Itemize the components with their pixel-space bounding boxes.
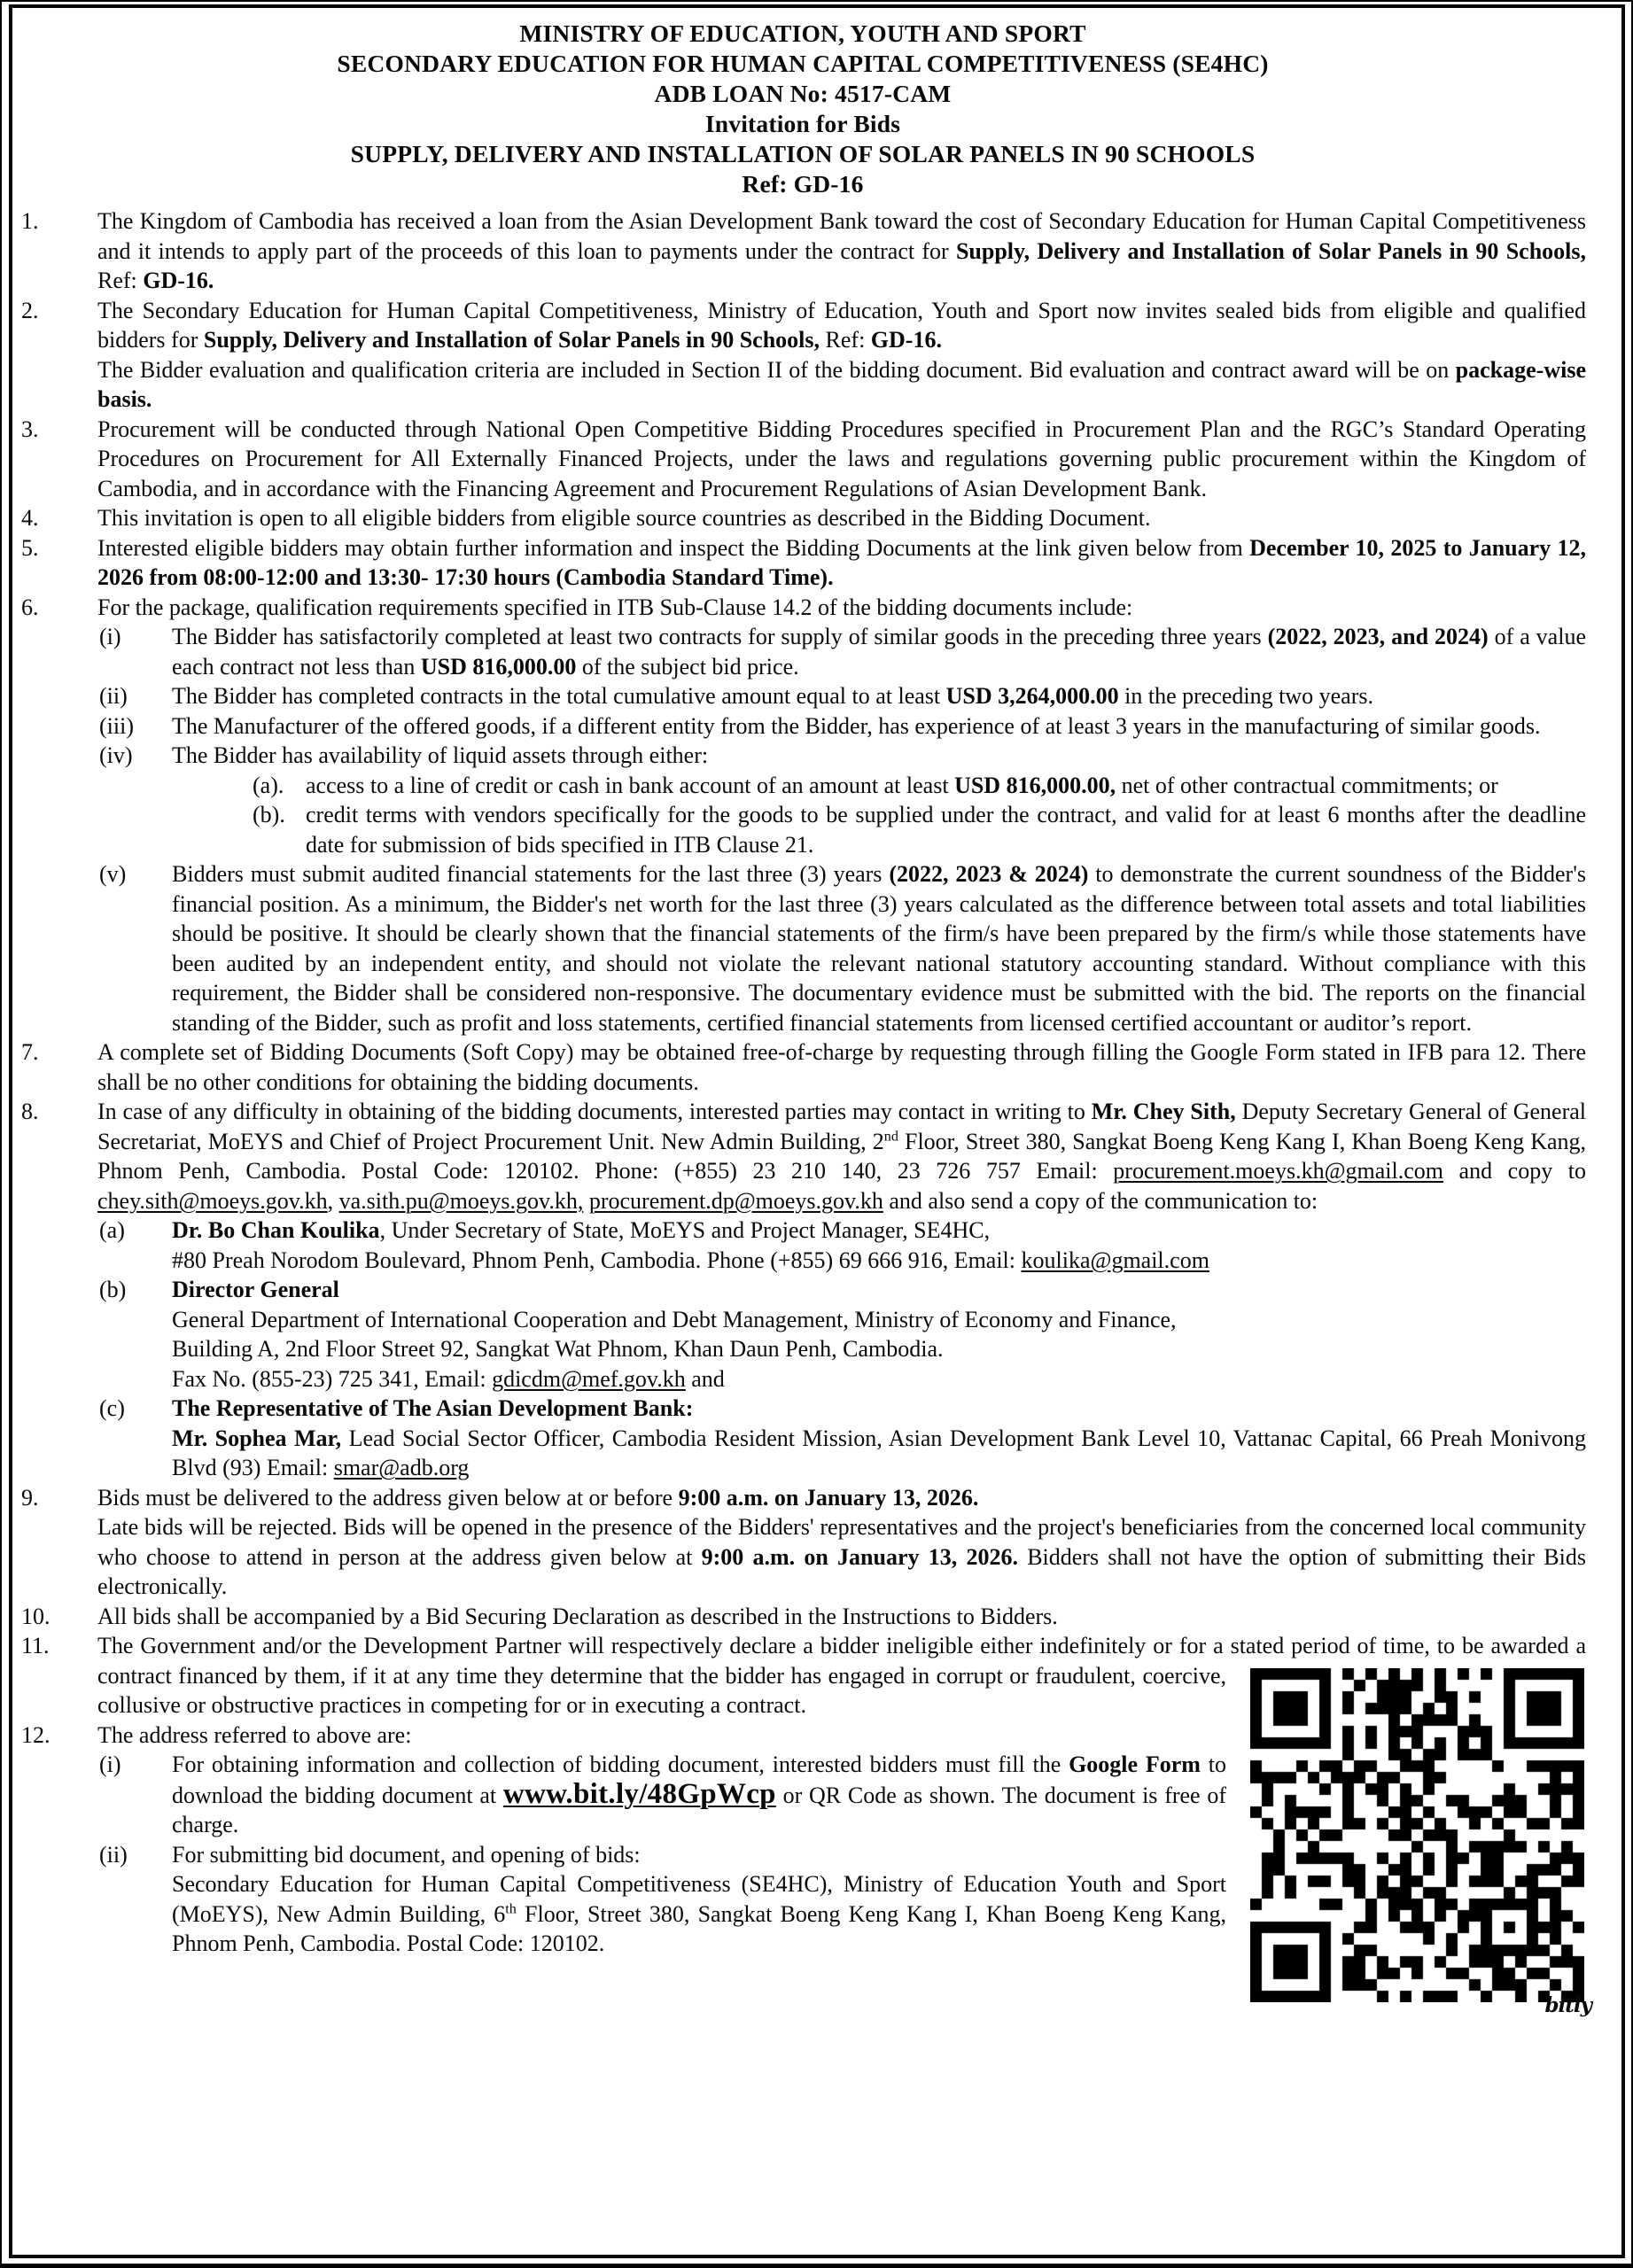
- list-item-iii: [97, 711, 1586, 742]
- bold-text: GD-16.: [143, 268, 214, 293]
- item-marker: (i): [99, 624, 121, 649]
- item-marker: 10.: [21, 1603, 51, 1629]
- paragraph: [172, 1305, 1586, 1335]
- bold-text: Dr. Bo Chan Koulika: [172, 1217, 380, 1243]
- text-segment: In case of any difficulty in obtaining of the bidding documents, interested parties may contact in writing to: [97, 1099, 1092, 1124]
- item-marker: 5.: [21, 534, 39, 561]
- text-segment: The Bidder has completed contracts in the total cumulative amount equal to at least: [172, 683, 946, 709]
- text-segment: Ref:: [97, 268, 144, 293]
- text-segment: of the subject bid price.: [576, 653, 799, 680]
- bold-text: USD 816,000.00,: [954, 772, 1116, 798]
- text-segment: Fax No. (855-23) 725 341, Email:: [172, 1365, 493, 1392]
- paragraph: [172, 1216, 1586, 1246]
- text-segment: Building A, 2nd Floor Street 92, Sangkat Wat Phnom, Khan Daun Penh, Cambodia.: [172, 1336, 944, 1362]
- item-marker: 12.: [21, 1721, 51, 1748]
- item-marker: 4.: [21, 505, 39, 531]
- bold-text: (2022, 2023, and 2024): [1267, 624, 1489, 649]
- list-item-ii: [97, 1840, 1586, 1959]
- paragraph: [172, 741, 1586, 771]
- link-text[interactable]: procurement.moeys.kh@gmail.com: [1113, 1158, 1443, 1184]
- document-header: [19, 19, 1586, 199]
- paragraph: [97, 1720, 1586, 1751]
- document-body: [19, 206, 1591, 2017]
- header-reference: Ref: GD-16: [742, 170, 864, 198]
- header-ministry: MINISTRY OF EDUCATION, YOUTH AND SPORT: [519, 19, 1086, 47]
- bold-text: The Representative of The Asian Development Bank:: [172, 1395, 694, 1421]
- item-marker: (c): [99, 1395, 125, 1421]
- item-marker: (iv): [99, 742, 133, 768]
- link-text[interactable]: gdicdm@mef.gov.kh: [492, 1365, 686, 1392]
- bold-text: Mr. Chey Sith,: [1091, 1099, 1236, 1124]
- list-item-12: [19, 1720, 1586, 1959]
- item-marker: 8.: [21, 1099, 39, 1124]
- item-marker: (b).: [253, 802, 285, 827]
- text-segment: For the package, qualification requirements specified in ITB Sub-Clause 14.2 of the bidding documents include:: [97, 594, 1133, 620]
- text-segment: Interested eligible bidders may obtain further information and inspect the Bidding Documents at the link given below from: [97, 534, 1250, 561]
- text-segment: and also send a copy of the communication to:: [883, 1187, 1318, 1214]
- list-item-i: [97, 1750, 1586, 1840]
- document-sheet: [9, 4, 1625, 2258]
- text-segment: The Bidder has satisfactorily completed at least two contracts for supply of similar goods in the preceding three years: [172, 624, 1268, 649]
- link-text[interactable]: procurement.dp@moeys.gov.kh: [588, 1187, 883, 1214]
- paragraph: [172, 622, 1586, 681]
- header-invitation-for-bids: Invitation for Bids: [704, 110, 901, 137]
- bold-text: December 10, 2025 to January 12, 2026 from 08:00-12:00 and 13:30- 17:30 hours (Cambodia Standard Time).: [97, 534, 1586, 590]
- paragraph: [97, 503, 1586, 533]
- paragraph: [97, 533, 1586, 593]
- paragraph: [97, 593, 1586, 623]
- list-item-7: [19, 1037, 1586, 1097]
- list-item-8: [19, 1097, 1586, 1483]
- list-item-v: [97, 859, 1586, 1037]
- text-segment: net of other contractual commitments; or: [1116, 772, 1498, 798]
- paragraph: [97, 296, 1586, 355]
- text-segment: The Bidder has availability of liquid assets through either:: [172, 742, 709, 768]
- text-segment: The Manufacturer of the offered goods, if a different entity from the Bidder, has experience of at least 3 years in the manufacturing of similar goods.: [172, 712, 1541, 739]
- text-segment: access to a line of credit or cash in bank account of an amount at least: [306, 772, 955, 798]
- list-item-9: [19, 1483, 1586, 1602]
- paragraph: [97, 415, 1586, 504]
- list-item-ii: [97, 681, 1586, 711]
- text-segment: Secondary Education for Human Capital Competitiveness (SE4HC), Ministry of Education Youth and Sport (MoEYS), New Admin Building, 6: [172, 1871, 1226, 1927]
- link-text[interactable]: koulika@gmail.com: [1021, 1247, 1209, 1273]
- paragraph: [306, 771, 1586, 801]
- paragraph: [97, 1602, 1586, 1632]
- header-contract-title: SUPPLY, DELIVERY AND INSTALLATION OF SOLAR PANELS IN 90 SCHOOLS: [350, 140, 1256, 167]
- paragraph: [172, 1394, 1586, 1424]
- list-item-b: [97, 1275, 1586, 1394]
- text-segment: The Government and/or the Development Partner will respectively declare a bidder ineligible either indefinitely or for a stated period: [97, 1633, 1350, 1658]
- text-segment: The Secondary Education for Human Capital Competitiveness, Ministry of Education, Youth and Sport now invites sealed bids from eligible and qualified bidders for: [97, 297, 1586, 353]
- paragraph: [172, 681, 1586, 711]
- text-segment: of a value each contract not less than: [172, 624, 1586, 680]
- text-segment: The Bidder evaluation and qualification criteria are included in Section II of the bidding document. Bid evaluation and contract award will be on: [97, 356, 1456, 383]
- item-marker: (iii): [99, 712, 134, 739]
- link-text[interactable]: smar@adb.org: [333, 1455, 470, 1480]
- list-item-a: [172, 771, 1586, 801]
- paragraph: [172, 1750, 1586, 1840]
- paragraph: [172, 859, 1586, 1037]
- paragraph: [97, 355, 1586, 415]
- paragraph: [306, 800, 1586, 859]
- item-marker: (ii): [99, 683, 128, 709]
- list-item-10: [19, 1602, 1586, 1632]
- paragraph: [97, 1512, 1586, 1602]
- bold-text: 9:00 a.m. on January 13, 2026.: [701, 1543, 1018, 1570]
- bold-text: Supply, Delivery and Installation of Solar Panels in 90 Schools,: [203, 327, 820, 353]
- text-segment: and copy to: [1442, 1158, 1586, 1184]
- link-text[interactable]: www.bit.ly/48GpWcp: [502, 1777, 776, 1810]
- text-segment: Floor, Street 380, Sangkat Boeng Keng Kang I, Khan Boeng Keng Kang, Phnom Penh, Cambodia. Postal Code: 120102. Phone: (+855) 23 210 140, 23 726 757 Email:: [97, 1128, 1587, 1184]
- paragraph: [172, 1424, 1586, 1483]
- text-segment: Bidders must submit audited financial statements for the last three (3) years: [172, 861, 890, 887]
- list-item-iv: [97, 741, 1586, 859]
- document-page: [2, 2, 1631, 2264]
- paragraph: [97, 1097, 1586, 1216]
- item-marker: (v): [99, 861, 127, 887]
- text-segment: A complete set of Bidding Documents (Soft Copy) may be obtained free-of-charge by requesting through filling the Google Form stated in IFB para 12. There shall be no other conditions for obtaining the bidding documents.: [97, 1039, 1586, 1095]
- text-segment: For obtaining information and collection of bidding document, interested bidders must fill the: [172, 1751, 1069, 1777]
- header-loan-number: ADB LOAN No: 4517-CAM: [654, 80, 952, 107]
- list-item-5: [19, 533, 1586, 593]
- item-marker: (b): [99, 1277, 127, 1302]
- paragraph: [172, 1364, 1586, 1394]
- bold-text: Supply, Delivery and Installation of Solar Panels in 90 Schools,: [955, 237, 1586, 264]
- bold-text: Google Form: [1069, 1751, 1201, 1777]
- item-marker: 6.: [21, 594, 39, 620]
- item-marker: 2.: [21, 297, 39, 323]
- item-marker: 11.: [21, 1633, 50, 1658]
- bold-text: 9:00 a.m. on January 13, 2026.: [678, 1484, 979, 1511]
- paragraph: [172, 1869, 1586, 1959]
- text-segment: to demonstrate the current soundness of the Bidder's financial position. As a minimum, the Bidder's net worth for the last three (3) years calculated as the difference between total assets and total liabilities should be positive. It should be clearly shown that the financial statements of the firm/s have been prepared by the firm/s while those statements have been audited by an independent entity, and should not violate the relevant national statutory accounting standard. Without compliance with this requirement, the Bidder shall be considered non-responsive. The documentary evidence must be submitted with the bid. The reports on the financial standing of the Bidder, such as profit and loss statements, certified financial statements from licensed certified accountant or auditor’s report.: [172, 861, 1586, 1036]
- text-segment: Deputy Secretary General of General Secretariat, MoEYS and Chief of Project Procurement Unit. New Admin Building, 2: [97, 1099, 1586, 1154]
- item-marker: (a): [99, 1217, 125, 1243]
- bold-text: Mr. Sophea Mar,: [172, 1425, 342, 1451]
- paragraph: [172, 1334, 1586, 1364]
- list-item-2: [19, 296, 1586, 415]
- text-segment: of time, to be awarded a contract financed by them, if it at any time they determine that the bidder has engaged in corrupt or fraudulent, coercive, collusive or obstructive practices in competing for or in executing a contract.: [97, 1633, 1586, 1718]
- paragraph: [172, 711, 1586, 742]
- link-text[interactable]: va.sith.pu@moeys.gov.kh,: [338, 1187, 584, 1214]
- text-segment: The Kingdom of Cambodia has received a loan from the Asian Development Bank toward the cost of Secondary Education for Human Capital Competitiveness and it intends to apply part of the proceeds of this loan to payments under the contract for: [97, 208, 1586, 264]
- list-item-a: [97, 1216, 1586, 1275]
- text-segment: Bids must be delivered to the address given below at or before: [97, 1484, 679, 1511]
- item-marker: 3.: [21, 416, 39, 442]
- item-marker: 7.: [21, 1039, 39, 1065]
- text-segment: credit terms with vendors specifically for the goods to be supplied under the contract, and valid for at least 6 months after the deadline date for submission of bids specified in ITB Clause 21.: [306, 802, 1586, 858]
- paragraph: [97, 1483, 1586, 1513]
- list-item-i: [97, 622, 1586, 681]
- item-marker: (i): [99, 1751, 121, 1777]
- text-segment: #80 Preah Norodom Boulevard, Phnom Penh, Cambodia. Phone (+855) 69 666 916, Email:: [172, 1247, 1022, 1273]
- paragraph: [97, 206, 1586, 296]
- text-segment: General Department of International Cooperation and Debt Management, Ministry of Economy and Finance,: [172, 1306, 1177, 1332]
- bold-text: Director General: [172, 1277, 339, 1302]
- text-segment: ,: [327, 1187, 339, 1214]
- text-segment: , Under Secretary of State, MoEYS and Project Manager, SE4HC,: [379, 1217, 991, 1243]
- list-item-3: [19, 415, 1586, 504]
- text-segment: This invitation is open to all eligible bidders from eligible source countries as described in the Bidding Document.: [97, 505, 1151, 531]
- bold-text: USD 816,000.00: [420, 653, 577, 680]
- text-segment: to download the bidding document at: [172, 1751, 1226, 1808]
- text-segment: Procurement will be conducted through National Open Competitive Bidding Procedures specified in Procurement Plan and the RGC’s Standard Operating Procedures on Procurement for All Externally Financed Projects, under the laws and regulations governing public procurement within the Kingdom of Cambodia, and in accordance with the Financing Agreement and Procurement Regulations of Asian Development Bank.: [97, 416, 1586, 501]
- text-segment: Lead Social Sector Officer, Cambodia Resident Mission, Asian Development Bank Level 10, Vattanac Capital, 66 Preah Monivong Blvd (93) Email:: [172, 1425, 1586, 1480]
- bold-text: (2022, 2023 & 2024): [889, 861, 1089, 887]
- text-segment: Bidders shall not have the option of submitting their Bids electronically.: [97, 1543, 1586, 1599]
- paragraph: [172, 1840, 1586, 1870]
- list-item-6: [19, 593, 1586, 1038]
- paragraph: [172, 1246, 1586, 1276]
- text-segment: in the preceding two years.: [1118, 683, 1373, 709]
- bold-text: GD-16.: [870, 327, 942, 353]
- text-segment: or QR Code as shown. The document is free of charge.: [172, 1782, 1227, 1837]
- list-item-4: [19, 503, 1586, 533]
- text-segment: For submitting bid document, and opening of bids:: [172, 1841, 641, 1868]
- bold-text: USD 3,264,000.00: [945, 683, 1119, 709]
- paragraph: [97, 1037, 1586, 1097]
- text-segment: and: [685, 1365, 725, 1392]
- item-marker: (a).: [253, 772, 284, 798]
- item-marker: 9.: [21, 1484, 39, 1511]
- superscript-text: nd: [883, 1128, 898, 1144]
- item-marker: 1.: [21, 208, 39, 234]
- text-segment: Late bids will be rejected. Bids will be opened in the presence of the Bidders' representatives and the project's beneficiaries from the concerned local community who choose to attend in person at the address given below at: [97, 1514, 1586, 1570]
- bitly-logo: bitly: [1544, 1993, 1591, 2017]
- item-marker: (ii): [99, 1841, 128, 1868]
- bold-text: package-wise basis.: [97, 356, 1586, 412]
- text-segment: Ref:: [820, 327, 871, 353]
- paragraph: [172, 1275, 1586, 1305]
- text-segment: Floor, Street 380, Sangkat Boeng Keng Kang I, Khan Boeng Keng Kang, Phnom Penh, Cambodia. Postal Code: 120102.: [172, 1900, 1226, 1956]
- list-item-1: [19, 206, 1586, 296]
- header-project: SECONDARY EDUCATION FOR HUMAN CAPITAL COMPETITIVENESS (SE4HC): [337, 50, 1269, 77]
- superscript-text: th: [505, 1900, 517, 1916]
- text-segment: All bids shall be accompanied by a Bid Securing Declaration as described in the Instructions to Bidders.: [97, 1603, 1058, 1629]
- link-text[interactable]: chey.sith@moeys.gov.kh: [97, 1187, 328, 1214]
- text-segment: The address referred to above are:: [97, 1721, 412, 1748]
- list-item-b: [172, 800, 1586, 859]
- list-item-c: [97, 1394, 1586, 1483]
